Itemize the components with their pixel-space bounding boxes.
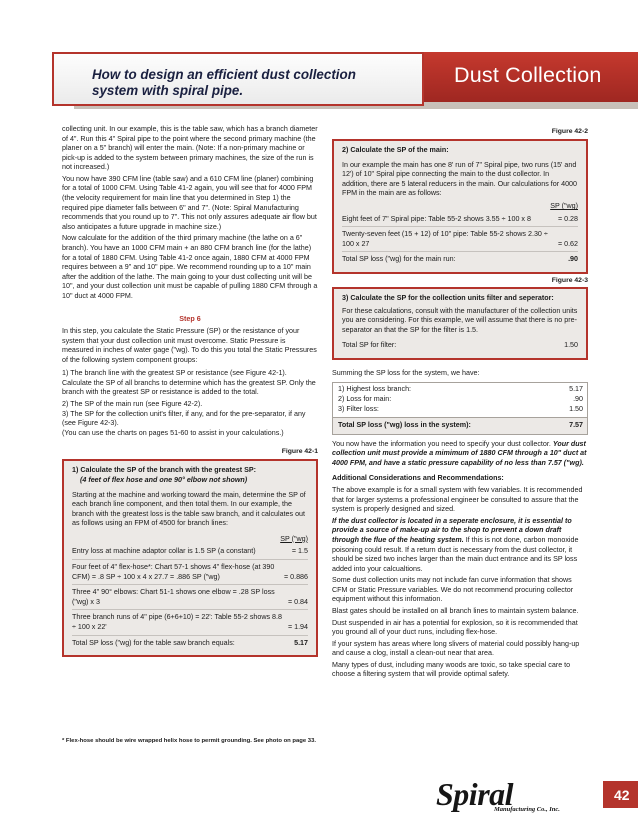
- sp-column-header: SP ("wg): [550, 201, 578, 210]
- section-subheading: Additional Considerations and Recommendations:: [332, 474, 504, 483]
- box-title: 3) Calculate the SP for the collection units filter and seperator:: [342, 293, 554, 302]
- list-item: 3) The SP for the collection unit's filter, if any, and for the pre-separator, if any (see Figure 42-3).: [62, 409, 306, 428]
- paragraph: The above example is for a small system with few variables. It is recommended that for larger systems a professional engineer be consulted to assure that the system is properly designed and sized.: [332, 486, 583, 514]
- paragraph: If the dust collector is located in a seperate enclosure, it is essential to provide a source of make-up air to the shop to prevent a down draft through the flue of the heating system. If this is not done, carbon monoxide poisoning could result. If a return duct is necessary from the dust collector, it should be sized two inches larger than the main duct entrance and its SP loss added into your calcualtions.: [332, 516, 579, 573]
- emphasis: If the dust collector is located in a seperate enclosure, it is essential to provide a source of make-up air to the shop to prevent a down draft through the flue of the heating system.: [332, 516, 572, 544]
- footnote: * Flex-hose should be wire wrapped helix hose to permit grounding. See photo on page 33.: [62, 738, 316, 744]
- paragraph: In this step, you calculate the Static Pressure (SP) or the resistance of your system that your dust collection unit must overcome. Static Pressure is measured in inches of water gage ("wg). To do this you total the Static Pressures of the following system component groups:: [62, 326, 317, 364]
- right-column: [332, 125, 588, 682]
- spiral-logo: [436, 778, 594, 814]
- calc-row: Twenty-seven feet (15 + 12) of 10" pipe: Table 55-2 shows 2.30 ÷ 100 x 27 = 0.62: [342, 227, 578, 252]
- paragraph: collecting unit. In our example, this is the table saw, which has a branch diameter of 4". Run this 4" Spiral pipe to the point where the second primary machine (the planer on a 5" branch) will enter the main. (Note: If a non-primary machine or pick-up is added to the system between primary machines, the size of the run is not increased.): [62, 125, 318, 172]
- box-title: 1) Calculate the SP of the branch with the greatest SP:: [72, 466, 256, 475]
- list-item: 2) The SP of the main run (see Figure 42-2).: [62, 400, 203, 409]
- paragraph: Some dust collection units may not include fan curve information that shows CFM or Static Pressure variables. We do not recommend procuring collector equipment without this information.: [332, 576, 574, 604]
- calc-row: Entry loss at machine adaptor collar is 1.5 SP (a constant) = 1.5: [72, 544, 308, 560]
- calc-row: Eight feet of 7" Spiral pipe: Table 55-2 shows 3.55 ÷ 100 x 8 = 0.28: [342, 212, 578, 228]
- summary-row: 2) Loss for main: .90: [338, 395, 583, 404]
- sp-summary-table: [332, 382, 588, 434]
- box-intro: Starting at the machine and working toward the main, determine the SP of each branch line component, and then total them. In our example, the branch with the greatest loss is the table saw branch, and it calculates out as follows using an FPM of 4500 for branch lines:: [72, 490, 306, 528]
- list-item: 1) The branch line with the greatest SP or resistance (see Figure 42-1). Calculate the SP of all branchs to determine which has the greatest SP. Only the branch with the greatest SP or resistance is added to the total.: [62, 369, 316, 397]
- paragraph: If your system has areas where long slivers of material could possibly hang-up and cause a clog, install a clean-out near that area.: [332, 639, 580, 658]
- paragraph: You now have 390 CFM line (table saw) and a 610 CFM line (planer) combining for a total of 1000 CFM. Using Table 41-2 again, you will see that for 4000 FPM (the velocity requirement for main line that you determined in Step 1) the required pipe diameter falls between 6" and 7". (Note: Spiral Manufacturing recommends that you round up to 7". This not only assures adequate air flow but also anticipates a future upgrade in machine size.): [62, 174, 317, 231]
- paragraph: You now have the information you need to specify your dust collector. Your dust collection unit must provide a mimimum of 1880 CFM through a 10" duct at 4000 FPM, and have a static pressure capability of no less than 7.57 ("wg).: [332, 439, 587, 467]
- page-number: 42: [614, 787, 630, 803]
- paragraph: Now calculate for the addition of the third primary machine (the lathe on a 6" branch). You have an 1000 CFM main + an 880 CFM branch line (for the lathe) for a total of 1880 CFM. Using Table 41-2 once again, 1880 CFM at 4000 FPM requires between a 9" and 10" pipe. We recommend rounding up to a 10" main after the addition of the lathe. The main going to your dust collecting unit will be 10", and your dust collection unit must be capable of pulling 1880 CFM through a 10" duct at 4000 FPM.: [62, 234, 318, 300]
- paragraph: Dust suspended in air has a potential for explosion, so it is recommended that you ground all of your duct runs, including flex-hose.: [332, 618, 578, 637]
- logo-wordmark: Spiral: [436, 776, 514, 812]
- paragraph: Many types of dust, including many woods are toxic, so take special care to choose a filtering system that will provide optimal safety.: [332, 660, 571, 679]
- section-title: Dust Collection: [454, 63, 602, 87]
- figure-label: Figure 42-3: [551, 276, 588, 284]
- calc-total-row: Total SP loss ("wg) for the main run: .90: [342, 255, 578, 264]
- calc-total-row: Total SP for filter: 1.50: [342, 341, 578, 350]
- sp-column-header: SP ("wg): [280, 534, 308, 543]
- paragraph: Blast gates should be installed on all branch lines to maintain system balance.: [332, 607, 579, 615]
- list-item: (You can use the charts on pages 51-60 to assist in your calculations.): [62, 428, 284, 437]
- box-title: 2) Calculate the SP of the main:: [342, 146, 449, 155]
- calc-row: Four feet of 4" flex-hose*: Chart 57-1 shows 4" flex-hose (at 390 CFM) = .8 SP ÷ 100 x 4 x 27.7 = .886 SP ("wg) = 0.886: [72, 560, 308, 585]
- logo-subtitle: Manufacturing Co., Inc.: [494, 806, 560, 813]
- left-column: [62, 125, 318, 657]
- emphasis: Your dust collection unit must provide a mimimum of 1880 CFM through a 10" duct at 4000 FPM, and have a static pressure capability of no less than 7.57 ("wg).: [332, 439, 587, 467]
- summary-row: 3) Filter loss: 1.50: [338, 404, 583, 413]
- calc-row: Three branch runs of 4" pipe (6+6+10) = 22': Table 55-2 shows 8.8 ÷ 100 x 22' = 1.94: [72, 610, 308, 635]
- figure-label: Figure 42-1: [281, 448, 318, 456]
- figure-label: Figure 42-2: [551, 128, 588, 135]
- summary-total-row: Total SP loss ("wg) loss in the system): 7.57: [333, 417, 587, 434]
- box-intro: For these calculations, consult with the manufacturer of the collection units you are considering. For this example, we will assume that there is no pre-separator an that the SP for the filter is 1.5.: [342, 306, 578, 334]
- box-intro: In our example the main has one 8' run of 7" Spiral pipe, two runs (15' and 12') of 10" Spiral pipe connecting the main to the dust collector. In addition, there are 5 lateral reducers in the main. Our calculations for 4000 FPM in the main are as follows:: [342, 160, 577, 198]
- figure-42-1-box: [62, 459, 318, 657]
- calc-total-row: Total SP loss ("wg) for the table saw branch equals: 5.17: [72, 638, 308, 647]
- calc-row: Three 4" 90° elbows: Chart 51-1 shows one elbow = .28 SP loss ("wg) x 3 = 0.84: [72, 585, 308, 610]
- paragraph: Summing the SP loss for the system, we have:: [332, 368, 480, 377]
- page-header: [52, 52, 638, 109]
- box-subtitle: (4 feet of flex hose and one 90° elbow not shown): [80, 476, 248, 485]
- figure-42-2-box: [332, 139, 588, 274]
- page-title: How to design an efficient dust collection system with spiral pipe.: [92, 67, 356, 99]
- figure-42-3-box: [332, 287, 588, 360]
- header-title-box: [52, 52, 424, 106]
- summary-row: 1) Highest loss branch: 5.17: [338, 385, 583, 394]
- step-heading: Step 6: [179, 315, 201, 324]
